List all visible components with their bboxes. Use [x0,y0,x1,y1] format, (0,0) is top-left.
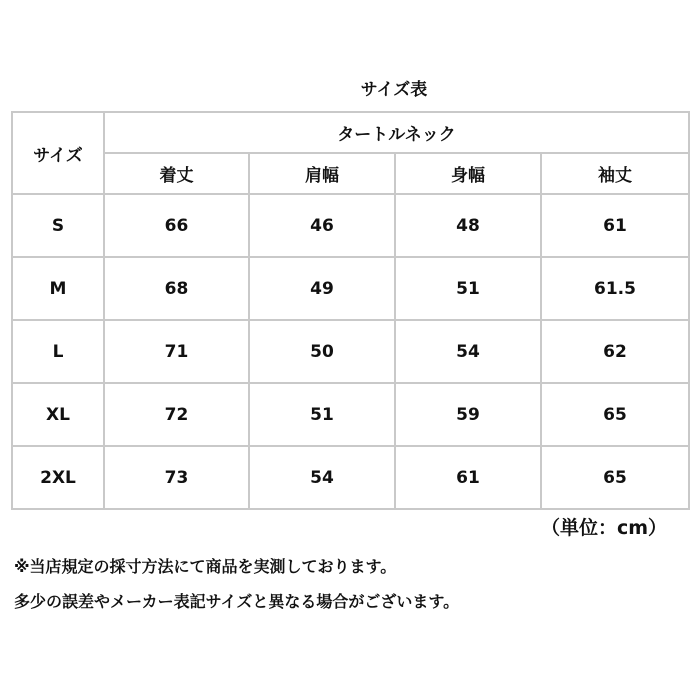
size-label-cell: M [12,257,104,320]
size-label-cell: S [12,194,104,257]
column-header: 袖丈 [541,153,689,194]
group-header-cell: タートルネック [104,112,689,153]
table-cell: 73 [104,446,249,509]
table-row [12,446,689,509]
table-cell: 71 [104,320,249,383]
table-cell: 61.5 [541,257,689,320]
table-row [12,320,689,383]
table-cell: 48 [395,194,541,257]
table-cell: 65 [541,383,689,446]
page-title: サイズ表 [360,80,428,100]
size-table [11,111,690,510]
size-label-cell: 2XL [12,446,104,509]
table-cell: 61 [541,194,689,257]
table-cell: 46 [249,194,395,257]
column-header: 着丈 [104,153,249,194]
table-cell: 68 [104,257,249,320]
measurement-note: ※当店規定の採寸方法にて商品を実測しております。 [14,557,397,576]
table-header-row [12,112,689,153]
size-label-cell: XL [12,383,104,446]
table-cell: 59 [395,383,541,446]
table-cell: 66 [104,194,249,257]
table-row [12,383,689,446]
table-cell: 51 [395,257,541,320]
size-header-cell: サイズ [12,112,104,194]
table-cell: 62 [541,320,689,383]
table-cell: 72 [104,383,249,446]
unit-label: （単位：cm） [540,517,667,539]
table-cell: 61 [395,446,541,509]
measurement-note: 多少の誤差やメーカー表記サイズと異なる場合がございます。 [14,592,460,611]
column-header: 肩幅 [249,153,395,194]
table-row [12,194,689,257]
table-cell: 54 [395,320,541,383]
table-cell: 65 [541,446,689,509]
table-row [12,257,689,320]
table-cell: 49 [249,257,395,320]
table-cell: 51 [249,383,395,446]
table-cell: 54 [249,446,395,509]
table-column-header-row [12,153,689,194]
table-cell: 50 [249,320,395,383]
column-header: 身幅 [395,153,541,194]
size-label-cell: L [12,320,104,383]
